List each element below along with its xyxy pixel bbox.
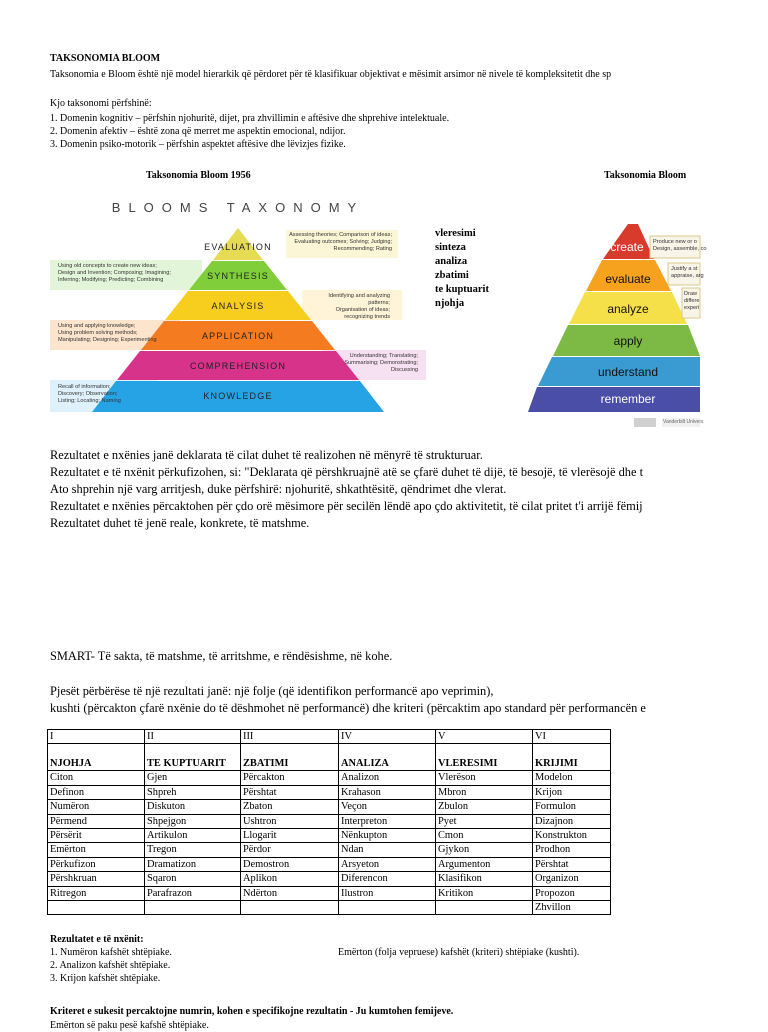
table-header: ANALIZA	[339, 744, 436, 771]
level-label-synthesis: SYNTHESIS	[207, 271, 269, 281]
table-cell: Klasifikon	[436, 872, 533, 886]
table-header: TE KUPTUARIT	[145, 744, 241, 771]
table-cell: Sqaron	[145, 872, 241, 886]
table-cell: Prodhon	[533, 843, 611, 857]
table-numeral: IV	[339, 730, 436, 744]
analyze-note: Draw differe experi	[684, 291, 700, 311]
table-header: ZBATIMI	[241, 744, 339, 771]
table-row	[48, 814, 611, 828]
albanian-label: vleresimi	[435, 228, 476, 239]
table-cell: Shpejgon	[145, 814, 241, 828]
table-row	[48, 828, 611, 842]
knowledge-note: Recall of information; Discovery; Observation; Listing; Locating; Naming	[58, 384, 121, 404]
table-row	[48, 843, 611, 857]
table-cell: Numëron	[48, 800, 145, 814]
table-cell: Artikulon	[145, 828, 241, 842]
table-numeral-row	[48, 730, 611, 744]
learning-result-item: 3. Krijon kafshët shtëpiake.	[50, 973, 161, 984]
table-cell: Përsërit	[48, 828, 145, 842]
components-text: Pjesët përbërëse të një rezultati janë: një folje (që identifikon performancë apo veprimin), kushti (përcakton çfarë nxënie do të dëshmohet në performancë) dhe kriteri (përcaktim apo standard për performancën e	[50, 684, 646, 715]
table-cell	[48, 900, 145, 914]
create-note: Produce new or o Design, assemble, co	[653, 239, 707, 252]
table-cell: Dramatizon	[145, 857, 241, 871]
document-heading: TAKSONOMIA BLOOM	[50, 53, 161, 64]
table-cell: Organizon	[533, 872, 611, 886]
table-cell: Pyet	[436, 814, 533, 828]
albanian-label: njohja	[435, 298, 465, 309]
table-cell: Gjen	[145, 771, 241, 785]
table-cell: Zbulon	[436, 800, 533, 814]
credit-text: Vanderbilt Univers	[663, 419, 704, 425]
level-label-evaluation: EVALUATION	[204, 242, 272, 252]
table-cell: Zhvillon	[533, 900, 611, 914]
table-cell	[145, 900, 241, 914]
table-cell: Përkufizon	[48, 857, 145, 871]
learning-result-item: 2. Analizon kafshët shtëpiake.	[50, 960, 171, 971]
table-cell: Zbaton	[241, 800, 339, 814]
learning-results-note: Emërton (folja vepruese) kafshët (kriteri) shtëpiake (kushti).	[338, 947, 580, 958]
comprehension-note: Understanding; Translating; Summarising; Demonstrating; Discussing	[344, 353, 418, 373]
results-paragraph: Rezultatet e nxënies janë deklarata të cilat duhet të realizohen në mënyrë të strukturuar. Rezultatet e të nxënit përkufizohen, si: "Deklarata që përshkruajnë atë se çfarë duhet të dijë, të besojë, të vlerësojë dhe t Ato shprehin një varg arritjesh, duke përfshirë: njohuritë, shkathtësitë, qëndrimet dhe vlerat. Rezultatet e nxënies përcaktohen për çdo orë mësimore për secilën lëndë apo çdo aktivitetit, të cilat pritet t'i arrijë fëmij Rezultatet duhet të jenë reale, konkrete, të matshme.	[50, 448, 644, 530]
table-row	[48, 771, 611, 785]
table-cell: Llogarit	[241, 828, 339, 842]
table-cell: Ritregon	[48, 886, 145, 900]
table-cell: Propozon	[533, 886, 611, 900]
level-label-application: APPLICATION	[201, 331, 275, 341]
albanian-label: te kuptuarit	[435, 284, 489, 295]
table-cell: Ndan	[339, 843, 436, 857]
table-cell: Dizajnon	[533, 814, 611, 828]
table-cell: Përshtat	[533, 857, 611, 871]
table-cell: Argumenton	[436, 857, 533, 871]
table-row	[48, 886, 611, 900]
table-cell: Emërton	[48, 843, 145, 857]
level-label-comprehension: COMPREHENSION	[189, 361, 287, 371]
revised-level-remember: remember	[600, 392, 656, 406]
learning-results-title: Rezultatet e të nxënit:	[50, 934, 144, 945]
table-cell: Cmon	[436, 828, 533, 842]
table-cell: Vlerëson	[436, 771, 533, 785]
table-cell: Parafrazon	[145, 886, 241, 900]
table-numeral: III	[241, 730, 339, 744]
includes-label: Kjo taksonomi përfshinë:	[50, 98, 152, 109]
table-cell: Veçon	[339, 800, 436, 814]
domain-item: 2. Domenin afektiv – është zona që merret me aspektin emocional, ndijor.	[50, 126, 346, 137]
table-cell: Përshtat	[241, 785, 339, 799]
table-cell: Citon	[48, 771, 145, 785]
bottom-cut-text: Emërton së paku pesë kafshë shtëpiake.	[50, 1020, 209, 1031]
table-cell: Gjykon	[436, 843, 533, 857]
table-cell: Ilustron	[339, 886, 436, 900]
table-cell: Aplikon	[241, 872, 339, 886]
albanian-level-labels	[435, 227, 489, 311]
domain-list	[50, 112, 700, 151]
table-cell: Kritikon	[436, 886, 533, 900]
table-header-row	[48, 744, 611, 771]
table-cell: Diferencon	[339, 872, 436, 886]
revised-level-create: create	[610, 240, 644, 254]
intro-text: Taksonomia e Bloom është një model hierarkik që përdoret për të klasifikuar objektivat e mësimit arsimor në nivele të kompleksitetit dhe sp	[50, 69, 612, 80]
table-cell	[436, 900, 533, 914]
analysis-note: Identifying and analyzing patterns; Organisation of ideas; recognizing trends	[328, 293, 390, 320]
table-cell: Përdor	[241, 843, 339, 857]
table-numeral: VI	[533, 730, 611, 744]
smart-text: SMART- Të sakta, të matshme, të arritshme, e rëndësishme, në kohe.	[50, 649, 393, 663]
figure2-caption: Taksonomia Bloom	[604, 170, 687, 181]
application-note: Using and applying knowledge; Using problem solving methods; Manipulating; Designing; Experimenting	[58, 323, 157, 343]
table-cell: Ushtron	[241, 814, 339, 828]
table-row	[48, 872, 611, 886]
table-cell: Formulon	[533, 800, 611, 814]
table-cell: Përcakton	[241, 771, 339, 785]
revised-level-apply: apply	[613, 334, 643, 348]
bloom-revised-pyramid-figure	[526, 196, 707, 432]
evaluate-note: Justify a st appraise, arg	[671, 266, 704, 279]
table-cell: Interpreton	[339, 814, 436, 828]
revised-level-evaluate: evaluate	[605, 272, 651, 286]
table-numeral: II	[145, 730, 241, 744]
table-cell: Përshkruan	[48, 872, 145, 886]
pyramid-title: BLOOMS TAXONOMY	[111, 200, 365, 215]
table-cell: Arsyeton	[339, 857, 436, 871]
level-label-analysis: ANALYSIS	[211, 301, 265, 311]
learning-results-list	[50, 946, 330, 985]
table-cell: Nënkupton	[339, 828, 436, 842]
synthesis-note: Using old concepts to create new ideas; Design and Invention; Composing; Imagining; Inferring; Modifying; Predicting; Combining	[58, 263, 171, 283]
cc-badge	[634, 418, 656, 427]
albanian-label: sinteza	[435, 242, 466, 253]
table-row	[48, 800, 611, 814]
table-row	[48, 785, 611, 799]
table-cell: Konstrukton	[533, 828, 611, 842]
table-cell: Analizon	[339, 771, 436, 785]
learning-result-item: 1. Numëron kafshët shtëpiake.	[50, 947, 172, 958]
table-cell: Krijon	[533, 785, 611, 799]
domain-item: 3. Domenin psiko-motorik – përfshin aspektet aftësive dhe lëvizjes fizike.	[50, 139, 346, 150]
table-cell: Ndërton	[241, 886, 339, 900]
table-header: NJOHJA	[48, 744, 145, 771]
figure1-caption: Taksonomia Bloom 1956	[146, 170, 251, 181]
bloom-verbs-table	[47, 729, 611, 915]
table-cell: Shpreh	[145, 785, 241, 799]
table-cell: Diskuton	[145, 800, 241, 814]
table-cell: Përmend	[48, 814, 145, 828]
table-cell: Mbron	[436, 785, 533, 799]
table-cell	[339, 900, 436, 914]
evaluation-note: Assessing theories; Comparison of ideas; Evaluating outcomes; Solving; Judging; Recommending; Rating	[289, 232, 392, 252]
table-cell	[241, 900, 339, 914]
table-header: VLERESIMI	[436, 744, 533, 771]
table-row	[48, 900, 611, 914]
table-cell: Tregon	[145, 843, 241, 857]
level-label-knowledge: KNOWLEDGE	[203, 391, 273, 401]
revised-level-understand: understand	[597, 365, 659, 379]
table-header: KRIJIMI	[533, 744, 611, 771]
domain-item: 1. Domenin kognitiv – përfshin njohuritë, dijet, pra zhvillimin e aftësive dhe shprehive intelektuale.	[50, 113, 450, 124]
bloom-1956-pyramid-figure	[50, 196, 426, 416]
revised-level-analyze: analyze	[607, 302, 649, 316]
table-row	[48, 857, 611, 871]
table-numeral: I	[48, 730, 145, 744]
albanian-label: analiza	[435, 256, 468, 267]
table-cell: Demostron	[241, 857, 339, 871]
table-cell: Definon	[48, 785, 145, 799]
table-numeral: V	[436, 730, 533, 744]
table-cell: Modelon	[533, 771, 611, 785]
table-cell: Krahason	[339, 785, 436, 799]
success-criteria-text: Kriteret e sukesit percaktojne numrin, kohen e specifikojne rezultatin - Ju kumtohen femijeve.	[50, 1006, 454, 1017]
albanian-label: zbatimi	[435, 270, 469, 281]
